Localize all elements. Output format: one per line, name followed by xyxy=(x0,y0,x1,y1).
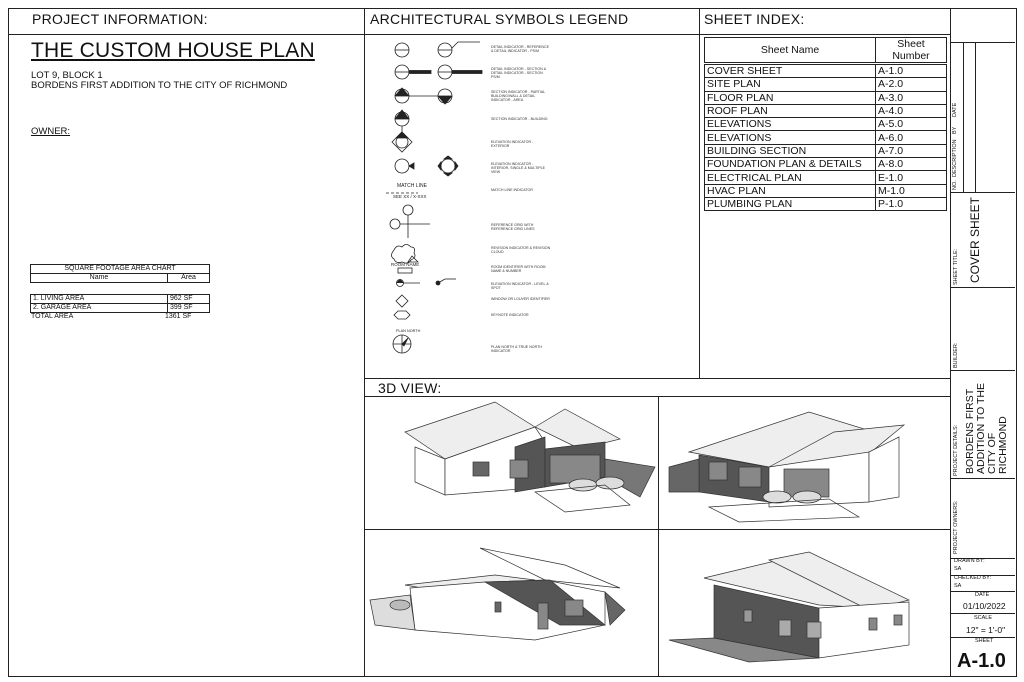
tb-date-value: 01/10/2022 xyxy=(963,601,1006,611)
sqft-row-area: 962 SF xyxy=(168,295,210,304)
sheet-name: ELECTRICAL PLAN xyxy=(705,171,876,184)
house-view-rear xyxy=(365,530,658,676)
sheet-number: A-2.0 xyxy=(876,78,947,91)
sheet-index-header-table xyxy=(704,37,947,63)
legend-item: REFERENCE GRID WITH REFERENCE GRID LINES xyxy=(491,223,535,232)
legend-item: WINDOW OR LOUVER IDENTIFIER xyxy=(491,297,550,301)
legend-item: KEYNOTE INDICATOR xyxy=(491,313,529,317)
sheet-number: A-1.0 xyxy=(876,65,947,78)
legend-item: PLAN NORTH & TRUE NORTH INDICATOR xyxy=(491,345,542,354)
legend-item: ELEVATION INDICATOR - LEVEL & SPOT xyxy=(491,282,549,291)
divider-header-row xyxy=(8,34,950,35)
sqft-chart xyxy=(30,264,210,283)
legend-item: REVISION INDICATOR & REVISION CLOUD xyxy=(491,246,551,255)
match-line-ref: SEE XX / X-XXX xyxy=(393,194,427,199)
tb-checked-label: CHECKED BY: xyxy=(954,575,991,581)
level-indicator-symbol xyxy=(397,279,457,287)
sheet-number: A-4.0 xyxy=(876,104,947,117)
table-row xyxy=(705,197,947,210)
sqft-chart-title: SQUARE FOOTAGE AREA CHART xyxy=(31,265,210,274)
tb-date-label: DATE xyxy=(975,592,990,598)
table-row xyxy=(705,78,947,91)
subdivision-text: BORDENS FIRST ADDITION TO THE CITY OF RICHMOND xyxy=(31,80,288,91)
tb-builder-label: BUILDER: xyxy=(953,342,959,368)
legend-item: MATCH LINE INDICATOR xyxy=(491,188,533,192)
tb-owners-cell xyxy=(951,478,1015,558)
sqft-row-name: 1. LIVING AREA xyxy=(31,295,168,304)
table-row xyxy=(705,91,947,104)
house-view-rear-left xyxy=(659,530,950,676)
tb-rev-col1 xyxy=(963,42,964,192)
sheet-name: ELEVATIONS xyxy=(705,118,876,131)
table-row xyxy=(705,171,947,184)
sheet-col-number: Sheet Number xyxy=(876,38,947,63)
legend-item: SECTION INDICATOR - BUILDING xyxy=(491,117,548,121)
table-row xyxy=(705,131,947,144)
table-row xyxy=(705,65,947,78)
house-view-side xyxy=(659,397,950,529)
sheet-name: SITE PLAN xyxy=(705,78,876,91)
table-row xyxy=(705,184,947,197)
sheet-index-header: SHEET INDEX: xyxy=(704,11,805,27)
sheet-number: A-8.0 xyxy=(876,158,947,171)
sqft-row-name: 2. GARAGE AREA xyxy=(31,304,168,313)
tb-rev-no: NO. xyxy=(952,180,958,190)
tb-sheet-number: A-1.0 xyxy=(957,650,1006,672)
sheet-index-table xyxy=(704,64,947,211)
table-row xyxy=(31,304,210,313)
sqft-total-name: TOTAL AREA xyxy=(31,313,74,320)
sheet-number: A-7.0 xyxy=(876,144,947,157)
tb-drawn-value: SA xyxy=(954,566,962,572)
sqft-col-name: Name xyxy=(31,274,168,283)
tb-scale-value: 12" = 1'-0" xyxy=(966,625,1006,635)
project-info-header: PROJECT INFORMATION: xyxy=(32,11,208,27)
tb-sheet-title-label: SHEET TITLE: xyxy=(953,248,959,285)
sheet-name: ROOF PLAN xyxy=(705,104,876,117)
sheet-name: FLOOR PLAN xyxy=(705,91,876,104)
section-building-symbol xyxy=(395,110,409,132)
tb-builder-cell xyxy=(951,287,1015,370)
table-row xyxy=(705,158,947,171)
tb-scale-label: SCALE xyxy=(974,615,993,621)
sheet-name: PLUMBING PLAN xyxy=(705,197,876,210)
table-row xyxy=(705,118,947,131)
lot-text: LOT 9, BLOCK 1 xyxy=(31,70,103,81)
table-row xyxy=(705,104,947,117)
plan-north-label: PLAN NORTH xyxy=(396,329,421,333)
table-row xyxy=(705,144,947,157)
sheet-number: P-1.0 xyxy=(876,197,947,210)
tb-rev-desc: DESCRIPTION xyxy=(952,139,958,177)
elevation-interior-symbol xyxy=(395,156,458,176)
section-partial-symbol xyxy=(395,88,452,104)
tb-drawn-label: DRAWN BY: xyxy=(954,558,985,564)
tb-project-details: BORDENS FIRST ADDITION TO THE CITY OF RICHMOND xyxy=(964,382,1009,474)
legend-item: DETAIL INDICATOR - REFERENCE & DETAIL INDICATOR - PS/M xyxy=(491,45,549,54)
sheet-name: COVER SHEET xyxy=(705,65,876,78)
divider-3dview xyxy=(364,378,950,379)
tb-sheet-title: COVER SHEET xyxy=(968,196,982,283)
project-title: THE CUSTOM HOUSE PLAN xyxy=(31,39,315,62)
match-line-label: MATCH LINE xyxy=(397,183,427,189)
sheet-name: HVAC PLAN xyxy=(705,184,876,197)
table-row xyxy=(31,295,210,304)
tb-rev-col2 xyxy=(975,42,976,192)
legend-item: ROOM IDENTIFIER WITH ROOM NAME & NUMBER xyxy=(491,265,546,274)
legend-header: ARCHITECTURAL SYMBOLS LEGEND xyxy=(370,11,629,27)
legend-item: SECTION INDICATOR - PARTIAL BUILDING/WALL & DETAIL INDICATOR - AREA xyxy=(491,90,546,103)
tb-rev-by: BY xyxy=(952,126,958,134)
sqft-rows xyxy=(30,294,210,313)
sheet-number: A-6.0 xyxy=(876,131,947,144)
legend-item: DETAIL INDICATOR - SECTION & DETAIL INDICATOR - SECTION PS/M xyxy=(491,67,547,80)
tb-revision-top xyxy=(951,42,1015,192)
legend-item: ELEVATION INDICATOR - INTERIOR, SINGLE & MULTIPLE VIEW xyxy=(491,162,546,175)
legend-item: ELEVATION INDICATOR - EXTERIOR xyxy=(491,140,534,149)
sqft-col-area: Area xyxy=(168,274,210,283)
divider-legend-index xyxy=(699,8,700,378)
keynote-symbol xyxy=(394,311,410,319)
house-view-front xyxy=(365,397,658,529)
window-identifier-symbol xyxy=(396,295,408,307)
sheet-number: A-5.0 xyxy=(876,118,947,131)
sheet-number: M-1.0 xyxy=(876,184,947,197)
tb-sheet-title-cell xyxy=(951,192,1015,287)
sheet-name: BUILDING SECTION xyxy=(705,144,876,157)
elevation-exterior-symbol xyxy=(392,132,412,152)
sheet-name: ELEVATIONS xyxy=(705,131,876,144)
tb-sheet-label: SHEET xyxy=(975,638,994,644)
room-name-label: ROOM NAME xyxy=(391,262,420,267)
detail-indicator-symbol xyxy=(395,42,480,57)
sheet-name: FOUNDATION PLAN & DETAILS xyxy=(705,158,876,171)
tb-project-details-label: PROJECT DETAILS: xyxy=(953,424,959,476)
revision-cloud-symbol xyxy=(392,245,419,264)
tb-checked-value: SA xyxy=(954,583,962,589)
owner-label: OWNER: xyxy=(31,126,71,137)
sheet-number: A-3.0 xyxy=(876,91,947,104)
section-detail-symbol xyxy=(395,65,482,79)
sqft-row-area: 399 SF xyxy=(168,304,210,313)
sheet-col-name: Sheet Name xyxy=(705,38,876,63)
view3d-header: 3D VIEW: xyxy=(378,380,442,396)
sheet-number: E-1.0 xyxy=(876,171,947,184)
reference-grid-symbol xyxy=(390,205,430,238)
tb-owners-label: PROJECT OWNERS: xyxy=(953,500,959,554)
legend-symbols xyxy=(380,38,490,363)
north-arrow-icon xyxy=(393,335,411,353)
room-identifier-symbol xyxy=(398,268,412,273)
sqft-total-area: 1361 SF xyxy=(165,313,192,320)
tb-rev-date: DATE xyxy=(952,102,958,117)
